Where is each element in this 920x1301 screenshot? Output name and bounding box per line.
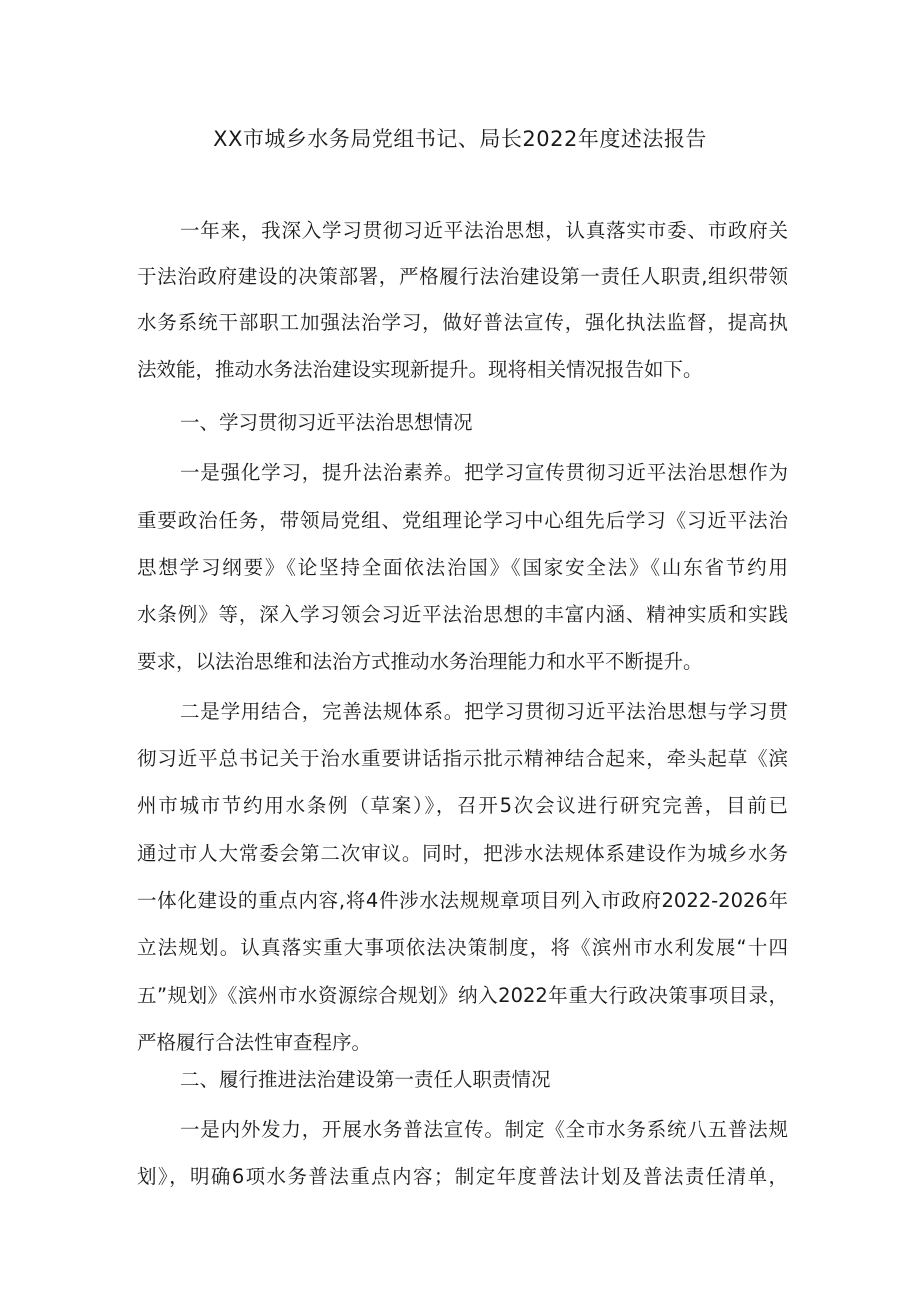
paragraph-line: 一是内外发力，开展水务普法宣传。制定《全市水务系统八五普法规 (180, 1118, 788, 1141)
paragraph-line: 法效能，推动水务法治建设实现新提升。现将相关情况报告如下。 (137, 358, 703, 381)
paragraph-line: 五”规划》《滨州市水资源综合规划》纳入2022年重大行政决策事项目录， (137, 984, 788, 1007)
paragraph-line: 彻习近平总书记关于治水重要讲话指示批示精神结合起来，牵头起草《滨 (137, 747, 788, 770)
paragraph-line: 水务系统干部职工加强法治学习，做好普法宣传，强化执法监督，提高执 (137, 311, 788, 334)
paragraph-line: 于法治政府建设的决策部署，严格履行法治建设第一责任人职责,组织带领 (137, 265, 788, 288)
paragraph-line: 严格履行合法性审查程序。 (137, 1031, 372, 1054)
paragraph-line: 划》，明确6项水务普法重点内容；制定年度普法计划及普法责任清单， (137, 1165, 788, 1188)
paragraph-line: 重要政治任务，带领局党组、党组理论学习中心组先后学习《习近平法治 (137, 509, 788, 532)
paragraph-line: 州市城市节约用水条例（草案）》，召开5次会议进行研究完善，目前已 (137, 794, 788, 817)
paragraph-line: 一年来，我深入学习贯彻习近平法治思想，认真落实市委、市政府关 (180, 219, 788, 242)
section-heading: 二、履行推进法治建设第一责任人职责情况 (180, 1068, 551, 1091)
paragraph-line: 立法规划。认真落实重大事项依法决策制度，将《滨州市水利发展“十四 (137, 936, 788, 959)
paragraph-line: 要求，以法治思维和法治方式推动水务治理能力和水平不断提升。 (137, 650, 703, 673)
paragraph-line: 水条例》等，深入学习领会习近平法治思想的丰富内涵、精神实质和实践 (137, 603, 788, 626)
paragraph-line: 二是学用结合，完善法规体系。把学习贯彻习近平法治思想与学习贯 (180, 700, 788, 723)
section-heading: 一、学习贯彻习近平法治思想情况 (180, 411, 473, 434)
paragraph-line: 一是强化学习，提升法治素养。把学习宣传贯彻习近平法治思想作为 (180, 461, 788, 484)
paragraph-line: 思想学习纲要》《论坚持全面依法治国》《国家安全法》《山东省节约用 (137, 556, 788, 579)
document-title: XX市城乡水务局党组书记、局长2022年度述法报告 (213, 127, 707, 151)
paragraph-line: 通过市人大常委会第二次审议。同时，把涉水法规体系建设作为城乡水务 (137, 842, 788, 865)
paragraph-line: 一体化建设的重点内容,将4件涉水法规规章项目列入市政府2022-2026年 (137, 889, 788, 912)
